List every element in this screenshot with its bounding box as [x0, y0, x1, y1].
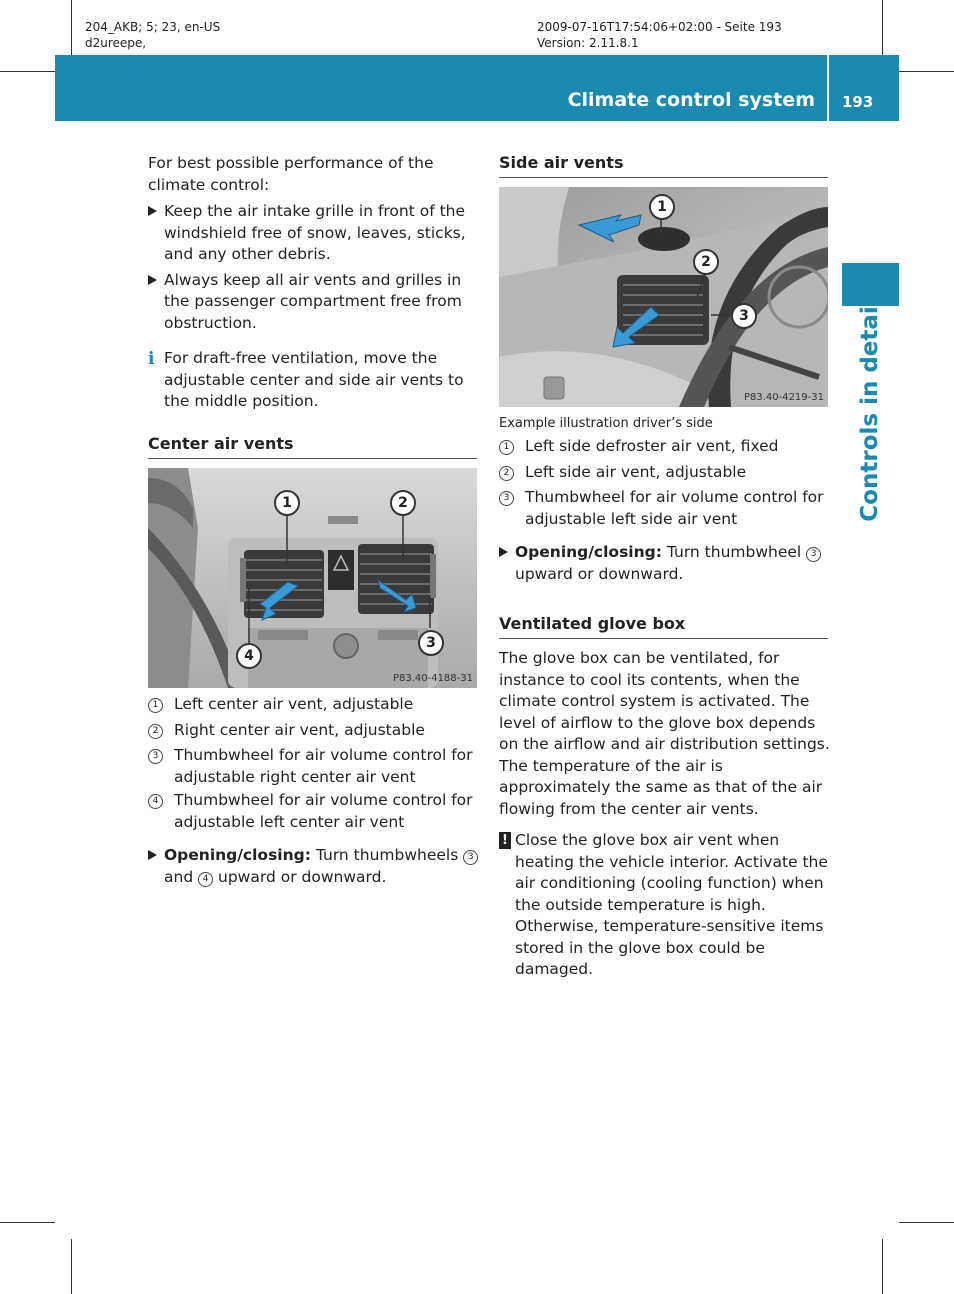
- legend-text: Left side air vent, adjustable: [525, 462, 747, 481]
- meta-line: d2ureepe,: [85, 36, 147, 50]
- list-item: [148, 270, 480, 335]
- page-number: 193: [842, 93, 874, 111]
- legend-item: [148, 694, 480, 716]
- crop-mark: [0, 71, 55, 72]
- triangle-bullet-icon: [148, 206, 157, 216]
- callout-3: 3: [731, 303, 757, 329]
- action-step: [499, 542, 831, 585]
- crop-mark: [882, 1239, 883, 1294]
- callout-1: 1: [649, 194, 675, 220]
- warning-note: [499, 830, 831, 981]
- print-meta-left: [85, 19, 220, 51]
- legend-item: [148, 790, 480, 833]
- callout-4: 4: [236, 643, 262, 669]
- circled-number: 2: [499, 466, 514, 481]
- meta-line: 2009-07-16T17:54:06+02:00 - Seite 193: [537, 20, 782, 34]
- legend-item: [148, 745, 480, 788]
- circled-number: 1: [148, 698, 163, 713]
- callout-2: 2: [693, 249, 719, 275]
- list-item: [148, 201, 480, 266]
- crop-mark: [71, 0, 72, 55]
- circled-number: 1: [499, 440, 514, 455]
- header-divider: [827, 55, 829, 121]
- photo-code: P83.40-4188-31: [392, 673, 473, 684]
- legend-text: Left side defroster air vent, fixed: [525, 437, 779, 455]
- action-step: [148, 845, 480, 888]
- warning-text: Close the glove box air vent when heating the vehicle interior. Activate the air conditioning (cooling function) when the outside temperature is high. Otherwise, temperature-sensitive items stored in the glove box could be damaged.: [515, 831, 828, 978]
- circled-number: 4: [198, 872, 213, 887]
- glove-box-text: The glove box can be ventilated, for instance to cool its contents, when the climate control system is activated. The level of airflow to the glove box depends on the airflow and air distribution settings. The temperature of the air is approximately the same as that of the air flowing from the center air vents.: [499, 649, 830, 818]
- callout-3: 3: [418, 630, 444, 656]
- crop-mark: [882, 0, 883, 55]
- section-title: Climate control system: [567, 89, 815, 111]
- side-vents-heading: Side air vents: [499, 153, 828, 178]
- action-label: Opening/closing:: [164, 846, 311, 864]
- triangle-bullet-icon: [499, 547, 508, 557]
- crop-mark: [71, 1239, 72, 1294]
- legend-text: Thumbwheel for air volume control for adjustable right center air vent: [174, 746, 473, 786]
- photo-code: P83.40-4219-31: [743, 392, 824, 403]
- legend-item: [499, 462, 831, 484]
- legend-text: Thumbwheel for air volume control for adjustable left center air vent: [174, 791, 473, 831]
- left-column-top: [148, 153, 480, 413]
- crop-mark: [899, 1222, 954, 1223]
- circled-number: 2: [148, 724, 163, 739]
- crop-mark: [0, 1222, 55, 1223]
- circled-number: 3: [499, 491, 514, 506]
- glove-box-section: [499, 614, 831, 981]
- triangle-bullet-icon: [148, 275, 157, 285]
- circled-number: 4: [148, 794, 163, 809]
- center-air-vents-photo: [148, 468, 477, 688]
- center-vents-legend: [148, 694, 480, 888]
- action-text: and: [164, 867, 199, 886]
- legend-item: [499, 436, 831, 458]
- print-meta-right: [537, 19, 782, 51]
- legend-text: Left center air vent, adjustable: [174, 695, 414, 713]
- legend-text: Right center air vent, adjustable: [174, 720, 425, 739]
- callout-2: 2: [390, 490, 416, 516]
- circled-number: 3: [148, 749, 163, 764]
- triangle-bullet-icon: [148, 850, 157, 860]
- crop-mark: [899, 71, 954, 72]
- glove-box-heading: Ventilated glove box: [499, 614, 828, 639]
- legend-text: Thumbwheel for air volume control for adjustable left side air vent: [525, 488, 824, 528]
- intro-text: For best possible performance of the climate control:: [148, 154, 434, 194]
- legend-item: [148, 720, 480, 742]
- circled-number: 3: [463, 850, 478, 865]
- bullet-text: Keep the air intake grille in front of the windshield free of snow, leaves, sticks, and any other debris.: [164, 202, 466, 263]
- side-air-vents-photo: [499, 187, 828, 407]
- center-vents-heading: Center air vents: [148, 434, 477, 459]
- info-icon: i: [148, 349, 155, 369]
- action-label: Opening/closing:: [515, 543, 662, 561]
- meta-line: Version: 2.11.8.1: [537, 36, 639, 50]
- warning-icon: !: [499, 832, 511, 849]
- meta-line: 204_AKB; 5; 23, en-US: [85, 20, 221, 34]
- center-vents-heading-block: [148, 434, 477, 459]
- action-text: Turn thumbwheel: [661, 543, 807, 561]
- action-text: upward or downward.: [213, 867, 387, 886]
- info-text: For draft-free ventilation, move the adjustable center and side air vents to the middle position.: [164, 349, 464, 410]
- bullet-text: Always keep all air vents and grilles in the passenger compartment free from obstruction.: [164, 270, 462, 332]
- action-text: Turn thumbwheels: [310, 846, 464, 864]
- legend-item: [499, 487, 831, 530]
- circled-number: 3: [806, 547, 821, 562]
- side-vents-legend: [499, 415, 831, 585]
- chapter-header: [55, 55, 899, 121]
- figure-caption: Example illustration driver’s side: [499, 416, 713, 431]
- side-vents-illustration: [499, 187, 828, 407]
- side-vents-heading-block: [499, 153, 828, 178]
- chapter-tab-label: Controls in detail: [857, 298, 883, 522]
- action-text: upward or downward.: [515, 564, 684, 583]
- callout-1: 1: [274, 490, 300, 516]
- info-note: [148, 348, 480, 413]
